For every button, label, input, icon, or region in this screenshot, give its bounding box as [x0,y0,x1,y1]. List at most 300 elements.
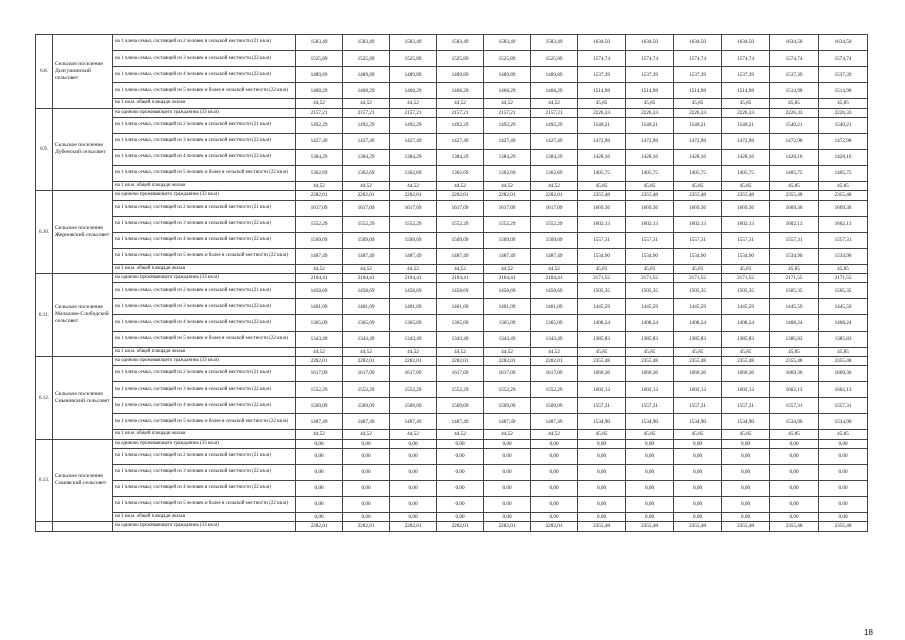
value-cell: 0,00 [296,464,343,480]
value-cell: 1574,74 [819,51,868,67]
value-cell: 1552,29 [343,382,390,398]
value-cell: 44,52 [343,264,390,273]
value-cell: 45,85 [674,347,722,356]
value-cell: 1634,50 [819,35,868,51]
value-cell: 1617,09 [343,366,390,382]
value-cell: 0,00 [484,480,531,496]
value-cell: 0,00 [770,480,819,496]
value-cell: 44,52 [484,430,531,439]
value-cell: 2104,41 [484,274,531,283]
table-row [36,232,868,248]
value-cell: 1445,59 [674,299,722,315]
table-row [36,264,868,273]
value-cell: 45,85 [819,347,868,356]
value-cell: 1487,49 [390,414,437,430]
value-cell: 0,00 [626,439,674,448]
row-description: на 1 члена семьи, состоящей из 3 человек в сельской местности (22 кв.м) [113,216,296,232]
value-cell: 1362,69 [437,166,484,182]
table-row [36,117,868,133]
value-cell: 1540,21 [770,117,819,133]
value-cell: 45,85 [770,182,819,191]
value-cell: 1505,35 [770,283,819,299]
value-cell: 2282,01 [484,522,531,531]
value-cell: 1505,35 [578,283,626,299]
value-cell: 1669,36 [578,366,626,382]
row-description: на 1 члена семьи, состоящей из 2 человек в сельской местности (21 кв.м) [113,35,296,51]
value-cell: 1557,31 [770,398,819,414]
value-cell: 1583,49 [437,35,484,51]
value-cell: 0,00 [578,464,626,480]
value-cell: 45,85 [674,182,722,191]
value-cell: 1489,89 [343,67,390,83]
value-cell: 1489,89 [484,67,531,83]
value-cell: 44,52 [296,430,343,439]
value-cell: 0,00 [531,480,578,496]
value-cell: 2282,01 [296,522,343,531]
value-cell: 1602,13 [722,382,770,398]
value-cell: 1362,69 [390,166,437,182]
value-cell: 0,00 [484,464,531,480]
row-description: на 1 члена семьи, состоящей из 4 человек в сельской местности (22 кв.м) [113,149,296,165]
value-cell: 1362,69 [343,166,390,182]
value-cell: 1602,13 [578,216,626,232]
value-cell: 1552,29 [437,382,484,398]
value-cell: 1385,83 [770,331,819,347]
table-row [36,35,868,51]
value-cell: 44,52 [390,264,437,273]
row-description: на одиноко проживающего гражданина (33 кв.м) [113,191,296,200]
table-row [36,108,868,117]
blank-cell [36,522,53,531]
value-cell: 1552,29 [343,216,390,232]
value-cell: 1384,29 [484,149,531,165]
value-cell: 1617,09 [390,200,437,216]
value-cell: 1557,31 [674,232,722,248]
value-cell: 1468,29 [484,83,531,99]
value-cell: 1385,83 [674,331,722,347]
value-cell: 1525,89 [437,51,484,67]
table-row [36,182,868,191]
row-description: на 1 члена семьи, состоящей из 2 человек в сельской местности (21 кв.м) [113,200,296,216]
settlement-name: Сельское поселение Малахово-Слободской сельсовет [53,274,113,357]
value-cell: 1509,09 [390,398,437,414]
value-cell: 1509,09 [343,232,390,248]
value-cell: 2104,41 [531,274,578,283]
table-row [36,513,868,522]
value-cell: 2282,01 [390,356,437,365]
row-description: на 1 члена семьи, состоящей из 5 человек и более в сельской местности (22 кв.м) [113,414,296,430]
value-cell: 0,00 [722,464,770,480]
value-cell: 44,52 [296,264,343,273]
value-cell: 0,00 [578,497,626,513]
value-cell: 1534,90 [819,248,868,264]
value-cell: 45,85 [578,430,626,439]
value-cell: 45,85 [770,264,819,273]
value-cell: 0,00 [437,480,484,496]
row-description: на 1 члена семьи, состоящей из 5 человек и более в сельской местности (22 кв.м) [113,83,296,99]
value-cell: 1362,69 [484,166,531,182]
value-cell: 0,00 [296,439,343,448]
value-cell: 0,00 [770,513,819,522]
value-cell: 1552,29 [296,382,343,398]
value-cell: 0,00 [819,448,868,464]
value-cell: 44,52 [390,347,437,356]
value-cell: 2355,48 [578,356,626,365]
value-cell: 0,00 [578,480,626,496]
value-cell: 0,00 [343,497,390,513]
value-cell: 1617,09 [390,366,437,382]
value-cell: 1472,98 [722,133,770,149]
value-cell: 1408,24 [722,315,770,331]
table-row [36,149,868,165]
value-cell: 1384,29 [531,149,578,165]
value-cell: 2282,01 [437,191,484,200]
value-cell: 45,85 [578,264,626,273]
value-cell: 1401,09 [296,299,343,315]
value-cell: 45,85 [722,430,770,439]
value-cell: 0,00 [390,497,437,513]
value-cell: 1445,59 [819,299,868,315]
value-cell: 45,85 [578,99,626,108]
value-cell: 44,52 [484,347,531,356]
value-cell: 0,00 [819,513,868,522]
value-cell: 2355,48 [722,522,770,531]
value-cell: 1537,39 [578,67,626,83]
value-cell: 1445,59 [770,299,819,315]
value-cell: 1525,89 [531,51,578,67]
value-cell: 1492,29 [484,117,531,133]
value-cell: 1509,09 [531,232,578,248]
value-cell: 1492,29 [390,117,437,133]
row-description: на 1 кв.м. общей площади жилья [113,513,296,522]
value-cell: 2104,41 [390,274,437,283]
table-row [36,283,868,299]
value-cell: 1468,29 [343,83,390,99]
value-cell: 2226,33 [819,108,868,117]
value-cell: 1343,49 [296,331,343,347]
value-cell: 1343,49 [390,331,437,347]
value-cell: 1669,36 [770,366,819,382]
value-cell: 1468,29 [390,83,437,99]
value-cell: 1537,39 [819,67,868,83]
value-cell: 0,00 [770,497,819,513]
value-cell: 1583,49 [484,35,531,51]
value-cell: 44,52 [343,99,390,108]
value-cell: 1487,49 [437,414,484,430]
value-cell: 1362,69 [531,166,578,182]
value-cell: 44,52 [437,182,484,191]
value-cell: 1472,98 [770,133,819,149]
value-cell: 0,00 [390,513,437,522]
value-cell: 1617,09 [343,200,390,216]
value-cell: 1509,09 [390,232,437,248]
value-cell: 2282,01 [437,356,484,365]
value-cell: 44,52 [343,182,390,191]
value-cell: 1552,29 [390,216,437,232]
value-cell: 1487,49 [531,414,578,430]
value-cell: 2355,48 [770,191,819,200]
value-cell: 1401,09 [390,299,437,315]
value-cell: 1514,98 [722,83,770,99]
value-cell: 1428,16 [626,149,674,165]
row-description: на 1 кв.м. общей площади жилья [113,182,296,191]
table-row [36,200,868,216]
value-cell: 1384,29 [343,149,390,165]
value-cell: 1669,36 [819,366,868,382]
value-cell: 2157,21 [484,108,531,117]
value-cell: 44,52 [437,347,484,356]
row-description: на 1 члена семьи, состоящей из 2 человек в сельской местности (21 кв.м) [113,448,296,464]
row-description: на 1 члена семьи, состоящей из 5 человек и более в сельской местности (22 кв.м) [113,166,296,182]
value-cell: 1487,49 [343,248,390,264]
table-row [36,347,868,356]
table-row [36,439,868,448]
value-cell: 1602,13 [819,216,868,232]
value-cell: 0,00 [578,513,626,522]
value-cell: 1489,89 [390,67,437,83]
value-cell: 1537,39 [626,67,674,83]
value-cell: 0,00 [674,480,722,496]
value-cell: 1537,39 [770,67,819,83]
value-cell: 1384,29 [296,149,343,165]
value-cell: 1362,69 [296,166,343,182]
value-cell: 0,00 [343,439,390,448]
value-cell: 0,00 [819,480,868,496]
row-description: на 1 члена семьи, состоящей из 3 человек в сельской местности (22 кв.м) [113,464,296,480]
table-row [36,331,868,347]
value-cell: 2282,01 [437,522,484,531]
value-cell: 2104,41 [343,274,390,283]
value-cell: 1669,36 [674,366,722,382]
value-cell: 1617,09 [484,200,531,216]
value-cell: 1343,49 [437,331,484,347]
value-cell: 0,00 [390,439,437,448]
value-cell: 0,00 [343,513,390,522]
value-cell: 1669,36 [819,200,868,216]
value-cell: 1602,13 [819,382,868,398]
value-cell: 1428,16 [770,149,819,165]
value-cell: 0,00 [770,464,819,480]
table-row [36,430,868,439]
table-row [36,67,868,83]
table-row [36,133,868,149]
value-cell: 1405,75 [674,166,722,182]
table-body [36,35,868,532]
row-description: на 1 члена семьи, состоящей из 3 человек в сельской местности (22 кв.м) [113,382,296,398]
value-cell: 1509,09 [437,398,484,414]
value-cell: 44,52 [296,182,343,191]
value-cell: 1534,90 [770,414,819,430]
value-cell: 1669,36 [770,200,819,216]
value-cell: 1534,90 [578,248,626,264]
table-row [36,315,868,331]
value-cell: 1509,09 [437,232,484,248]
value-cell: 1557,31 [770,232,819,248]
row-description: на 1 члена семьи, состоящей из 5 человек и более в сельской местности (22 кв.м) [113,331,296,347]
value-cell: 1602,13 [578,382,626,398]
table-row [36,497,868,513]
value-cell: 45,85 [770,99,819,108]
value-cell: 1574,74 [578,51,626,67]
value-cell: 45,85 [722,264,770,273]
value-cell: 0,00 [390,448,437,464]
value-cell: 2282,01 [390,191,437,200]
value-cell: 1669,36 [722,366,770,382]
value-cell: 2171,55 [819,274,868,283]
value-cell: 1669,36 [674,200,722,216]
value-cell: 45,85 [626,264,674,273]
value-cell: 45,85 [722,99,770,108]
value-cell: 44,52 [484,182,531,191]
value-cell: 45,85 [819,430,868,439]
value-cell: 1405,75 [722,166,770,182]
value-cell: 1617,09 [296,366,343,382]
value-cell: 44,52 [484,99,531,108]
value-cell: 1458,69 [484,283,531,299]
value-cell: 1401,09 [484,299,531,315]
value-cell: 1602,13 [674,216,722,232]
value-cell: 44,52 [296,99,343,108]
value-cell: 1487,49 [437,248,484,264]
value-cell: 1487,49 [296,414,343,430]
value-cell: 44,52 [343,430,390,439]
value-cell: 2282,01 [484,191,531,200]
table-row [36,464,868,480]
row-description: на 1 кв.м. общей площади жилья [113,430,296,439]
value-cell: 1534,90 [722,414,770,430]
value-cell: 1534,90 [626,248,674,264]
value-cell: 2104,41 [437,274,484,283]
value-cell: 1385,83 [819,331,868,347]
value-cell: 2282,01 [390,522,437,531]
value-cell: 1509,09 [343,398,390,414]
value-cell: 1552,29 [484,216,531,232]
value-cell: 2282,01 [343,356,390,365]
value-cell: 1343,49 [484,331,531,347]
value-cell: 1509,09 [296,232,343,248]
value-cell: 0,00 [578,448,626,464]
table-row [36,480,868,496]
table-row [36,366,868,382]
value-cell: 0,00 [296,448,343,464]
value-cell: 1505,35 [722,283,770,299]
value-cell: 1514,98 [674,83,722,99]
section-number: 6.11. [36,274,53,357]
value-cell: 1525,89 [390,51,437,67]
value-cell: 2282,01 [484,356,531,365]
value-cell: 1408,24 [626,315,674,331]
value-cell: 2282,01 [343,191,390,200]
value-cell: 1509,09 [484,232,531,248]
value-cell: 1617,09 [531,200,578,216]
value-cell: 1343,49 [343,331,390,347]
value-cell: 45,85 [674,99,722,108]
value-cell: 1537,39 [722,67,770,83]
value-cell: 1405,75 [626,166,674,182]
value-cell: 1574,74 [770,51,819,67]
value-cell: 1617,09 [531,366,578,382]
row-description: на 1 члена семьи, состоящей из 3 человек в сельской местности (22 кв.м) [113,133,296,149]
blank-cell [53,522,113,531]
value-cell: 0,00 [674,497,722,513]
settlement-name: Сельское поселение Долгушинский сельсовет [53,35,113,109]
value-cell: 0,00 [437,439,484,448]
value-cell: 1385,83 [578,331,626,347]
value-cell: 2355,48 [819,522,868,531]
value-cell: 45,85 [578,347,626,356]
section-number: 6.13. [36,439,53,522]
value-cell: 2226,33 [722,108,770,117]
value-cell: 1602,13 [626,382,674,398]
value-cell: 1583,49 [531,35,578,51]
value-cell: 1617,09 [484,366,531,382]
value-cell: 1458,69 [437,283,484,299]
row-description: на одиноко проживающего гражданина (33 кв.м) [113,274,296,283]
value-cell: 2355,48 [626,191,674,200]
value-cell: 1472,98 [674,133,722,149]
value-cell: 44,52 [390,99,437,108]
value-cell: 1365,09 [296,315,343,331]
value-cell: 1537,39 [674,67,722,83]
settlement-name: Сельское поселение Жерновский сельсовет [53,191,113,274]
row-description: на 1 члена семьи, состоящей из 4 человек в сельской местности (22 кв.м) [113,480,296,496]
value-cell: 0,00 [296,513,343,522]
section-number: 6.8. [36,35,53,109]
value-cell: 1428,16 [578,149,626,165]
row-description: на 1 члена семьи, состоящей из 2 человек в сельской местности (21 кв.м) [113,366,296,382]
value-cell: 44,52 [437,99,484,108]
value-cell: 2355,48 [722,191,770,200]
value-cell: 1552,29 [296,216,343,232]
value-cell: 1427,49 [296,133,343,149]
value-cell: 2171,55 [626,274,674,283]
settlement-name: Сельское поселение Сныновский сельсовет [53,356,113,439]
value-cell: 1408,24 [674,315,722,331]
row-description: на 1 члена семьи, состоящей из 5 человек и более в сельской местности (22 кв.м) [113,248,296,264]
value-cell: 1505,35 [674,283,722,299]
value-cell: 1427,49 [484,133,531,149]
value-cell: 1669,36 [626,366,674,382]
value-cell: 1602,13 [674,382,722,398]
value-cell: 0,00 [770,448,819,464]
value-cell: 2157,21 [343,108,390,117]
row-description: на 1 члена семьи, состоящей из 5 человек и более в сельской местности (22 кв.м) [113,497,296,513]
table-row [36,216,868,232]
value-cell: 0,00 [296,480,343,496]
table-row [36,83,868,99]
value-cell: 1458,69 [390,283,437,299]
value-cell: 1405,75 [578,166,626,182]
value-cell: 0,00 [722,513,770,522]
value-cell: 1492,29 [531,117,578,133]
value-cell: 1534,90 [722,248,770,264]
value-cell: 1583,49 [296,35,343,51]
table-row [36,299,868,315]
value-cell: 1602,13 [626,216,674,232]
value-cell: 0,00 [296,497,343,513]
value-cell: 1487,49 [390,248,437,264]
value-cell: 1428,16 [722,149,770,165]
value-cell: 1534,90 [770,248,819,264]
value-cell: 0,00 [722,480,770,496]
value-cell: 0,00 [484,448,531,464]
value-cell: 0,00 [819,497,868,513]
value-cell: 1552,29 [531,382,578,398]
table-row [36,274,868,283]
value-cell: 45,85 [770,347,819,356]
value-cell: 1634,50 [770,35,819,51]
table-row [36,356,868,365]
